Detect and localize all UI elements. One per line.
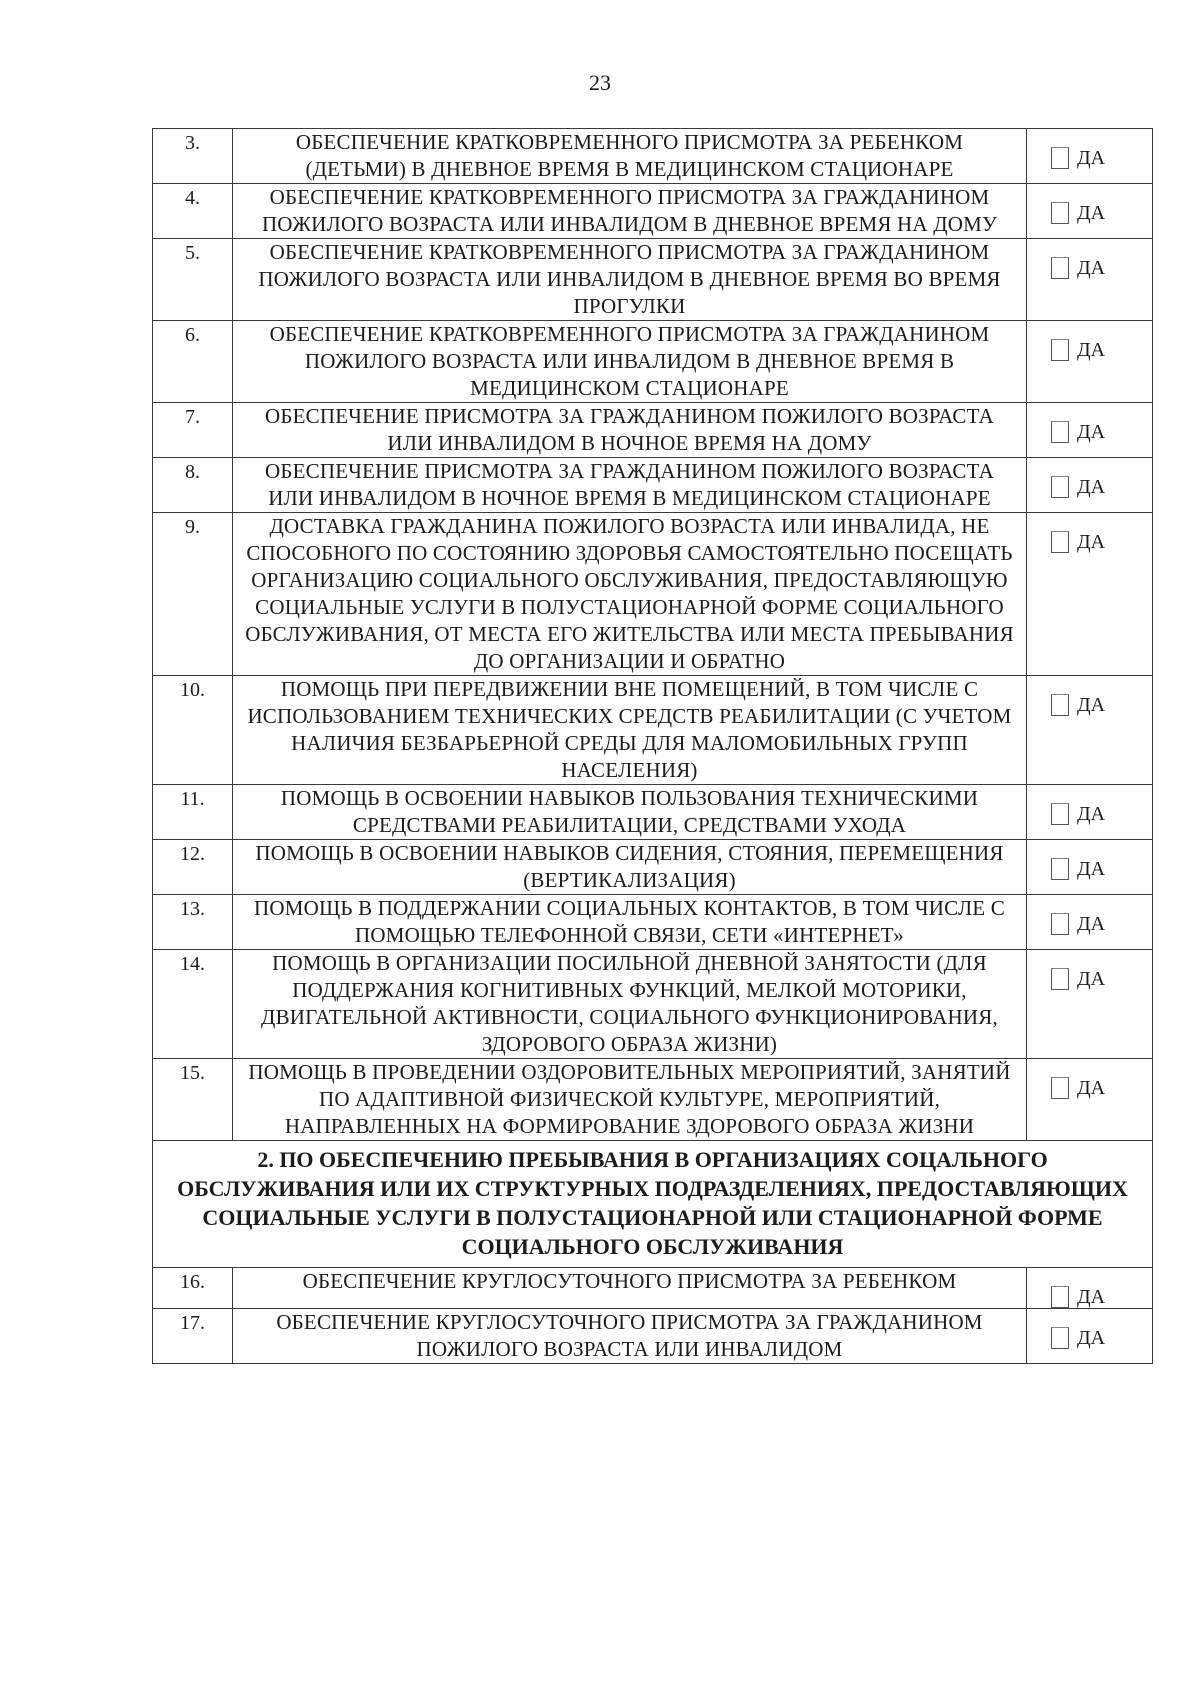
service-description: ОБЕСПЕЧЕНИЕ КРАТКОВРЕМЕННОГО ПРИСМОТРА ЗА РЕБЕНКОМ (ДЕТЬМИ) В ДНЕВНОЕ ВРЕМЯ В МЕДИЦИНСКОМ СТАЦИОНАРЕ <box>233 129 1027 184</box>
yes-option[interactable] <box>1027 513 1152 553</box>
yes-checkbox[interactable] <box>1051 1327 1069 1349</box>
service-description: ОБЕСПЕЧЕНИЕ КРАТКОВРЕМЕННОГО ПРИСМОТРА ЗА ГРАЖДАНИНОМ ПОЖИЛОГО ВОЗРАСТА ИЛИ ИНВАЛИДОМ В ДНЕВНОЕ ВРЕМЯ НА ДОМУ <box>233 184 1027 239</box>
yes-checkbox[interactable] <box>1051 858 1069 880</box>
table-row <box>153 785 1153 840</box>
row-number: 14. <box>153 950 233 1059</box>
yes-checkbox[interactable] <box>1051 257 1069 279</box>
row-number: 17. <box>153 1309 233 1364</box>
service-description: ПОМОЩЬ В ОСВОЕНИИ НАВЫКОВ ПОЛЬЗОВАНИЯ ТЕХНИЧЕСКИМИ СРЕДСТВАМИ РЕАБИЛИТАЦИИ, СРЕДСТВАМИ УХОДА <box>233 785 1027 840</box>
row-number: 5. <box>153 239 233 321</box>
yes-checkbox[interactable] <box>1051 1077 1069 1099</box>
yes-checkbox[interactable] <box>1051 913 1069 935</box>
table-row <box>153 239 1153 321</box>
yes-label: ДА <box>1077 1077 1106 1099</box>
yes-label: ДА <box>1077 968 1106 990</box>
yes-checkbox[interactable] <box>1051 968 1069 990</box>
table-row <box>153 1268 1153 1309</box>
yes-checkbox[interactable] <box>1051 147 1069 169</box>
yes-label: ДА <box>1077 1286 1106 1308</box>
answer-cell <box>1027 785 1153 840</box>
yes-label: ДА <box>1077 913 1106 935</box>
yes-option[interactable] <box>1027 129 1152 169</box>
table-row <box>153 1059 1153 1141</box>
yes-label: ДА <box>1077 421 1106 443</box>
answer-cell <box>1027 513 1153 676</box>
yes-option[interactable] <box>1027 239 1152 279</box>
answer-cell <box>1027 458 1153 513</box>
services-table-body-bottom <box>153 1268 1153 1364</box>
service-description: ОБЕСПЕЧЕНИЕ ПРИСМОТРА ЗА ГРАЖДАНИНОМ ПОЖИЛОГО ВОЗРАСТА ИЛИ ИНВАЛИДОМ В НОЧНОЕ ВРЕМЯ НА ДОМУ <box>233 403 1027 458</box>
answer-cell <box>1027 676 1153 785</box>
answer-cell <box>1027 239 1153 321</box>
section-heading-body <box>153 1141 1153 1268</box>
table-row <box>153 458 1153 513</box>
answer-cell <box>1027 950 1153 1059</box>
table-row <box>153 403 1153 458</box>
service-description: ОБЕСПЕЧЕНИЕ ПРИСМОТРА ЗА ГРАЖДАНИНОМ ПОЖИЛОГО ВОЗРАСТА ИЛИ ИНВАЛИДОМ В НОЧНОЕ ВРЕМЯ В МЕДИЦИНСКОМ СТАЦИОНАРЕ <box>233 458 1027 513</box>
service-description: ОБЕСПЕЧЕНИЕ КРУГЛОСУТОЧНОГО ПРИСМОТРА ЗА ГРАЖДАНИНОМ ПОЖИЛОГО ВОЗРАСТА ИЛИ ИНВАЛИДОМ <box>233 1309 1027 1364</box>
service-description: ПОМОЩЬ В ПОДДЕРЖАНИИ СОЦИАЛЬНЫХ КОНТАКТОВ, В ТОМ ЧИСЛЕ С ПОМОЩЬЮ ТЕЛЕФОННОЙ СВЯЗИ, СЕТИ «ИНТЕРНЕТ» <box>233 895 1027 950</box>
page-number: 23 <box>589 70 611 95</box>
row-number: 9. <box>153 513 233 676</box>
yes-option[interactable] <box>1027 785 1152 825</box>
yes-option[interactable] <box>1027 184 1152 224</box>
answer-cell <box>1027 1309 1153 1364</box>
answer-cell <box>1027 1268 1153 1309</box>
yes-checkbox[interactable] <box>1051 531 1069 553</box>
answer-cell <box>1027 321 1153 403</box>
yes-option[interactable] <box>1027 1268 1152 1308</box>
yes-option[interactable] <box>1027 458 1152 498</box>
answer-cell <box>1027 403 1153 458</box>
table-row <box>153 321 1153 403</box>
service-description: ОБЕСПЕЧЕНИЕ КРАТКОВРЕМЕННОГО ПРИСМОТРА ЗА ГРАЖДАНИНОМ ПОЖИЛОГО ВОЗРАСТА ИЛИ ИНВАЛИДОМ В ДНЕВНОЕ ВРЕМЯ ВО ВРЕМЯ ПРОГУЛКИ <box>233 239 1027 321</box>
service-description: ДОСТАВКА ГРАЖДАНИНА ПОЖИЛОГО ВОЗРАСТА ИЛИ ИНВАЛИДА, НЕ СПОСОБНОГО ПО СОСТОЯНИЮ ЗДОРОВЬЯ САМОСТОЯТЕЛЬНО ПОСЕЩАТЬ ОРГАНИЗАЦИЮ СОЦИАЛЬНОГО ОБСЛУЖИВАНИЯ, ПРЕДОСТАВЛЯЮЩУЮ СОЦИАЛЬНЫЕ УСЛУГИ В ПОЛУСТАЦИОНАРНОЙ ФОРМЕ СОЦИАЛЬНОГО ОБСЛУЖИВАНИЯ, ОТ МЕСТА ЕГО ЖИТЕЛЬСТВА ИЛИ МЕСТА ПРЕБЫВАНИЯ ДО ОРГАНИЗАЦИИ И ОБРАТНО <box>233 513 1027 676</box>
yes-label: ДА <box>1077 1327 1106 1349</box>
yes-checkbox[interactable] <box>1051 694 1069 716</box>
table-row <box>153 1309 1153 1364</box>
yes-label: ДА <box>1077 476 1106 498</box>
table-row <box>153 895 1153 950</box>
yes-label: ДА <box>1077 339 1106 361</box>
yes-label: ДА <box>1077 257 1106 279</box>
yes-option[interactable] <box>1027 895 1152 935</box>
table-row <box>153 513 1153 676</box>
row-number: 13. <box>153 895 233 950</box>
yes-option[interactable] <box>1027 321 1152 361</box>
yes-label: ДА <box>1077 202 1106 224</box>
yes-label: ДА <box>1077 147 1106 169</box>
yes-option[interactable] <box>1027 676 1152 716</box>
service-description: ОБЕСПЕЧЕНИЕ КРУГЛОСУТОЧНОГО ПРИСМОТРА ЗА РЕБЕНКОМ <box>233 1268 1027 1309</box>
table-row <box>153 840 1153 895</box>
row-number: 10. <box>153 676 233 785</box>
yes-option[interactable] <box>1027 1059 1152 1099</box>
service-description: ПОМОЩЬ ПРИ ПЕРЕДВИЖЕНИИ ВНЕ ПОМЕЩЕНИЙ, В ТОМ ЧИСЛЕ С ИСПОЛЬЗОВАНИЕМ ТЕХНИЧЕСКИХ СРЕДСТВ РЕАБИЛИТАЦИИ (С УЧЕТОМ НАЛИЧИЯ БЕЗБАРЬЕРНОЙ СРЕДЫ ДЛЯ МАЛОМОБИЛЬНЫХ ГРУПП НАСЕЛЕНИЯ) <box>233 676 1027 785</box>
answer-cell <box>1027 184 1153 239</box>
answer-cell <box>1027 840 1153 895</box>
row-number: 3. <box>153 129 233 184</box>
yes-label: ДА <box>1077 694 1106 716</box>
section-heading-row <box>153 1141 1153 1268</box>
yes-checkbox[interactable] <box>1051 421 1069 443</box>
row-number: 12. <box>153 840 233 895</box>
table-row <box>153 950 1153 1059</box>
yes-checkbox[interactable] <box>1051 476 1069 498</box>
answer-cell <box>1027 1059 1153 1141</box>
table-row <box>153 129 1153 184</box>
row-number: 16. <box>153 1268 233 1309</box>
row-number: 6. <box>153 321 233 403</box>
yes-option[interactable] <box>1027 950 1152 990</box>
yes-option[interactable] <box>1027 403 1152 443</box>
service-description: ПОМОЩЬ В ОРГАНИЗАЦИИ ПОСИЛЬНОЙ ДНЕВНОЙ ЗАНЯТОСТИ (ДЛЯ ПОДДЕРЖАНИЯ КОГНИТИВНЫХ ФУНКЦИЙ, МЕЛКОЙ МОТОРИКИ, ДВИГАТЕЛЬНОЙ АКТИВНОСТИ, СОЦИАЛЬНОГО ФУНКЦИОНИРОВАНИЯ, ЗДОРОВОГО ОБРАЗА ЖИЗНИ) <box>233 950 1027 1059</box>
table-row <box>153 676 1153 785</box>
service-description: ПОМОЩЬ В ОСВОЕНИИ НАВЫКОВ СИДЕНИЯ, СТОЯНИЯ, ПЕРЕМЕЩЕНИЯ (ВЕРТИКАЛИЗАЦИЯ) <box>233 840 1027 895</box>
service-description: ОБЕСПЕЧЕНИЕ КРАТКОВРЕМЕННОГО ПРИСМОТРА ЗА ГРАЖДАНИНОМ ПОЖИЛОГО ВОЗРАСТА ИЛИ ИНВАЛИДОМ В ДНЕВНОЕ ВРЕМЯ В МЕДИЦИНСКОМ СТАЦИОНАРЕ <box>233 321 1027 403</box>
row-number: 15. <box>153 1059 233 1141</box>
row-number: 7. <box>153 403 233 458</box>
section-heading: 2. ПО ОБЕСПЕЧЕНИЮ ПРЕБЫВАНИЯ В ОРГАНИЗАЦИЯХ СОЦАЛЬНОГО ОБСЛУЖИВАНИЯ ИЛИ ИХ СТРУКТУРНЫХ ПОДРАЗДЕЛЕНИЯХ, ПРЕДОСТАВЛЯЮЩИХ СОЦИАЛЬНЫЕ УСЛУГИ В ПОЛУСТАЦИОНАРНОЙ ИЛИ СТАЦИОНАРНОЙ ФОРМЕ СОЦИАЛЬНОГО ОБСЛУЖИВАНИЯ <box>153 1141 1153 1268</box>
yes-label: ДА <box>1077 803 1106 825</box>
yes-option[interactable] <box>1027 840 1152 880</box>
yes-checkbox[interactable] <box>1051 1286 1069 1308</box>
yes-checkbox[interactable] <box>1051 803 1069 825</box>
yes-checkbox[interactable] <box>1051 339 1069 361</box>
service-description: ПОМОЩЬ В ПРОВЕДЕНИИ ОЗДОРОВИТЕЛЬНЫХ МЕРОПРИЯТИЙ, ЗАНЯТИЙ ПО АДАПТИВНОЙ ФИЗИЧЕСКОЙ КУЛЬТУРЕ, МЕРОПРИЯТИЙ, НАПРАВЛЕННЫХ НА ФОРМИРОВАНИЕ ЗДОРОВОГО ОБРАЗА ЖИЗНИ <box>233 1059 1027 1141</box>
services-table <box>152 128 1153 1364</box>
yes-option[interactable] <box>1027 1309 1152 1349</box>
yes-checkbox[interactable] <box>1051 202 1069 224</box>
row-number: 11. <box>153 785 233 840</box>
answer-cell <box>1027 129 1153 184</box>
yes-label: ДА <box>1077 531 1106 553</box>
row-number: 4. <box>153 184 233 239</box>
table-row <box>153 184 1153 239</box>
row-number: 8. <box>153 458 233 513</box>
yes-label: ДА <box>1077 858 1106 880</box>
services-table-body-top <box>153 129 1153 1141</box>
answer-cell <box>1027 895 1153 950</box>
